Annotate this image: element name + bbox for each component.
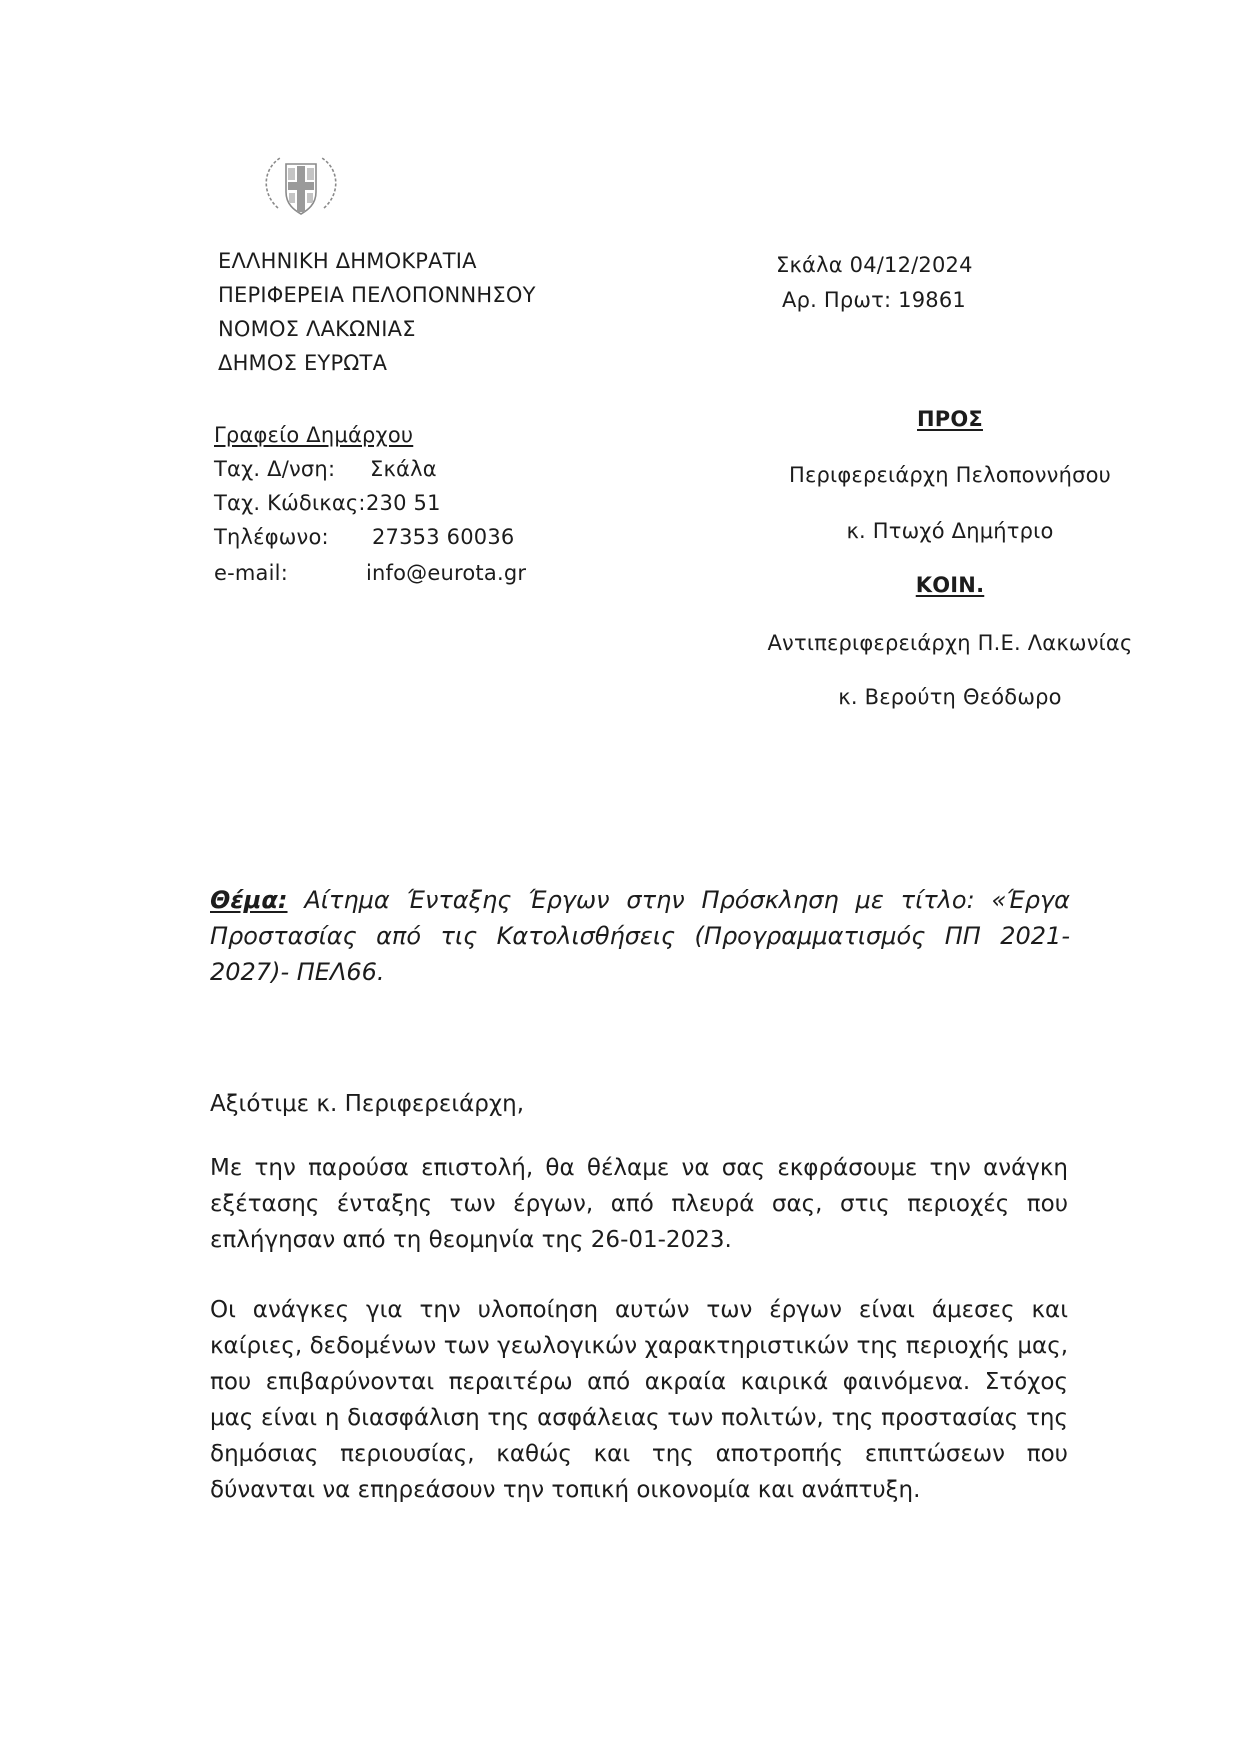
cc-heading: ΚΟΙΝ. <box>915 573 985 597</box>
cc-recipient-name: κ. Βερούτη Θεόδωρο <box>838 685 1062 709</box>
cc-recipient-title: Αντιπεριφερειάρχη Π.Ε. Λακωνίας <box>767 631 1133 655</box>
contact-email-value: info@eurota.gr <box>366 561 527 585</box>
subject-block <box>210 882 1070 990</box>
body-paragraph-1: Με την παρούσα επιστολή, θα θέλαμε να σας εκφράσουμε την ανάγκη εξέτασης ένταξης των έργων, από πλευρά σας, στις περιοχές που επλήγησαν από τη θεομηνία της 26-01-2023. <box>210 1155 1068 1253</box>
contact-phone-label: Τηλέφωνο: <box>214 525 329 549</box>
sender-line-country: ΕΛΛΗΝΙΚΗ ΔΗΜΟΚΡΑΤΙΑ <box>218 249 477 273</box>
contact-email-label: e-mail: <box>214 561 288 585</box>
contact-phone-value: 27353 60036 <box>372 525 515 549</box>
to-recipient-title: Περιφερειάρχη Πελοποννήσου <box>788 463 1112 487</box>
contact-address-value: Σκάλα <box>370 457 437 481</box>
coat-of-arms-emblem <box>256 148 346 226</box>
place-date: Σκάλα 04/12/2024 <box>776 253 973 277</box>
to-heading: ΠΡΟΣ <box>917 407 983 431</box>
salutation: Αξιότιμε κ. Περιφερειάρχη, <box>210 1091 525 1117</box>
sender-line-region: ΠΕΡΙΦΕΡΕΙΑ ΠΕΛΟΠΟΝΝΗΣΟΥ <box>218 283 536 307</box>
body-paragraph-2: Οι ανάγκες για την υλοποίηση αυτών των έργων είναι άμεσες και καίριες, δεδομένων των γεωλογικών χαρακτηριστικών της περιοχής μας, που επιβαρύνονται περαιτέρω από ακραία καιρικά φαινόμενα. Στόχος μας είναι η διασφάλιση της ασφάλειας των πολιτών, της προστασίας της δημόσιας περιουσίας, καθώς και της αποτροπής επιπτώσεων που δύνανται να επηρεάσουν την τοπική οικονομία και ανάπτυξη. <box>210 1297 1068 1503</box>
contact-postcode-label: Ταχ. Κώδικας: <box>214 491 366 515</box>
to-recipient-name: κ. Πτωχό Δημήτριο <box>846 519 1054 543</box>
contact-address-label: Ταχ. Δ/νση: <box>214 457 336 481</box>
subject-text: Αίτημα Ένταξης Έργων στην Πρόσκληση με τίτλο: «Έργα Προστασίας από τις Κατολισθήσεις (Προγραμματισμός ΠΠ 2021-2027)- ΠΕΛ66. <box>210 886 1070 986</box>
protocol-number: Αρ. Πρωτ: 19861 <box>782 288 966 312</box>
office-heading: Γραφείο Δημάρχου <box>214 423 414 447</box>
contact-postcode-value: 230 51 <box>366 491 441 515</box>
subject-label: Θέμα: <box>210 886 288 914</box>
sender-line-prefecture: ΝΟΜΟΣ ΛΑΚΩΝΙΑΣ <box>218 317 416 341</box>
hellenic-coat-of-arms-icon <box>256 148 346 226</box>
sender-line-municipality: ΔΗΜΟΣ ΕΥΡΩΤΑ <box>218 351 388 375</box>
